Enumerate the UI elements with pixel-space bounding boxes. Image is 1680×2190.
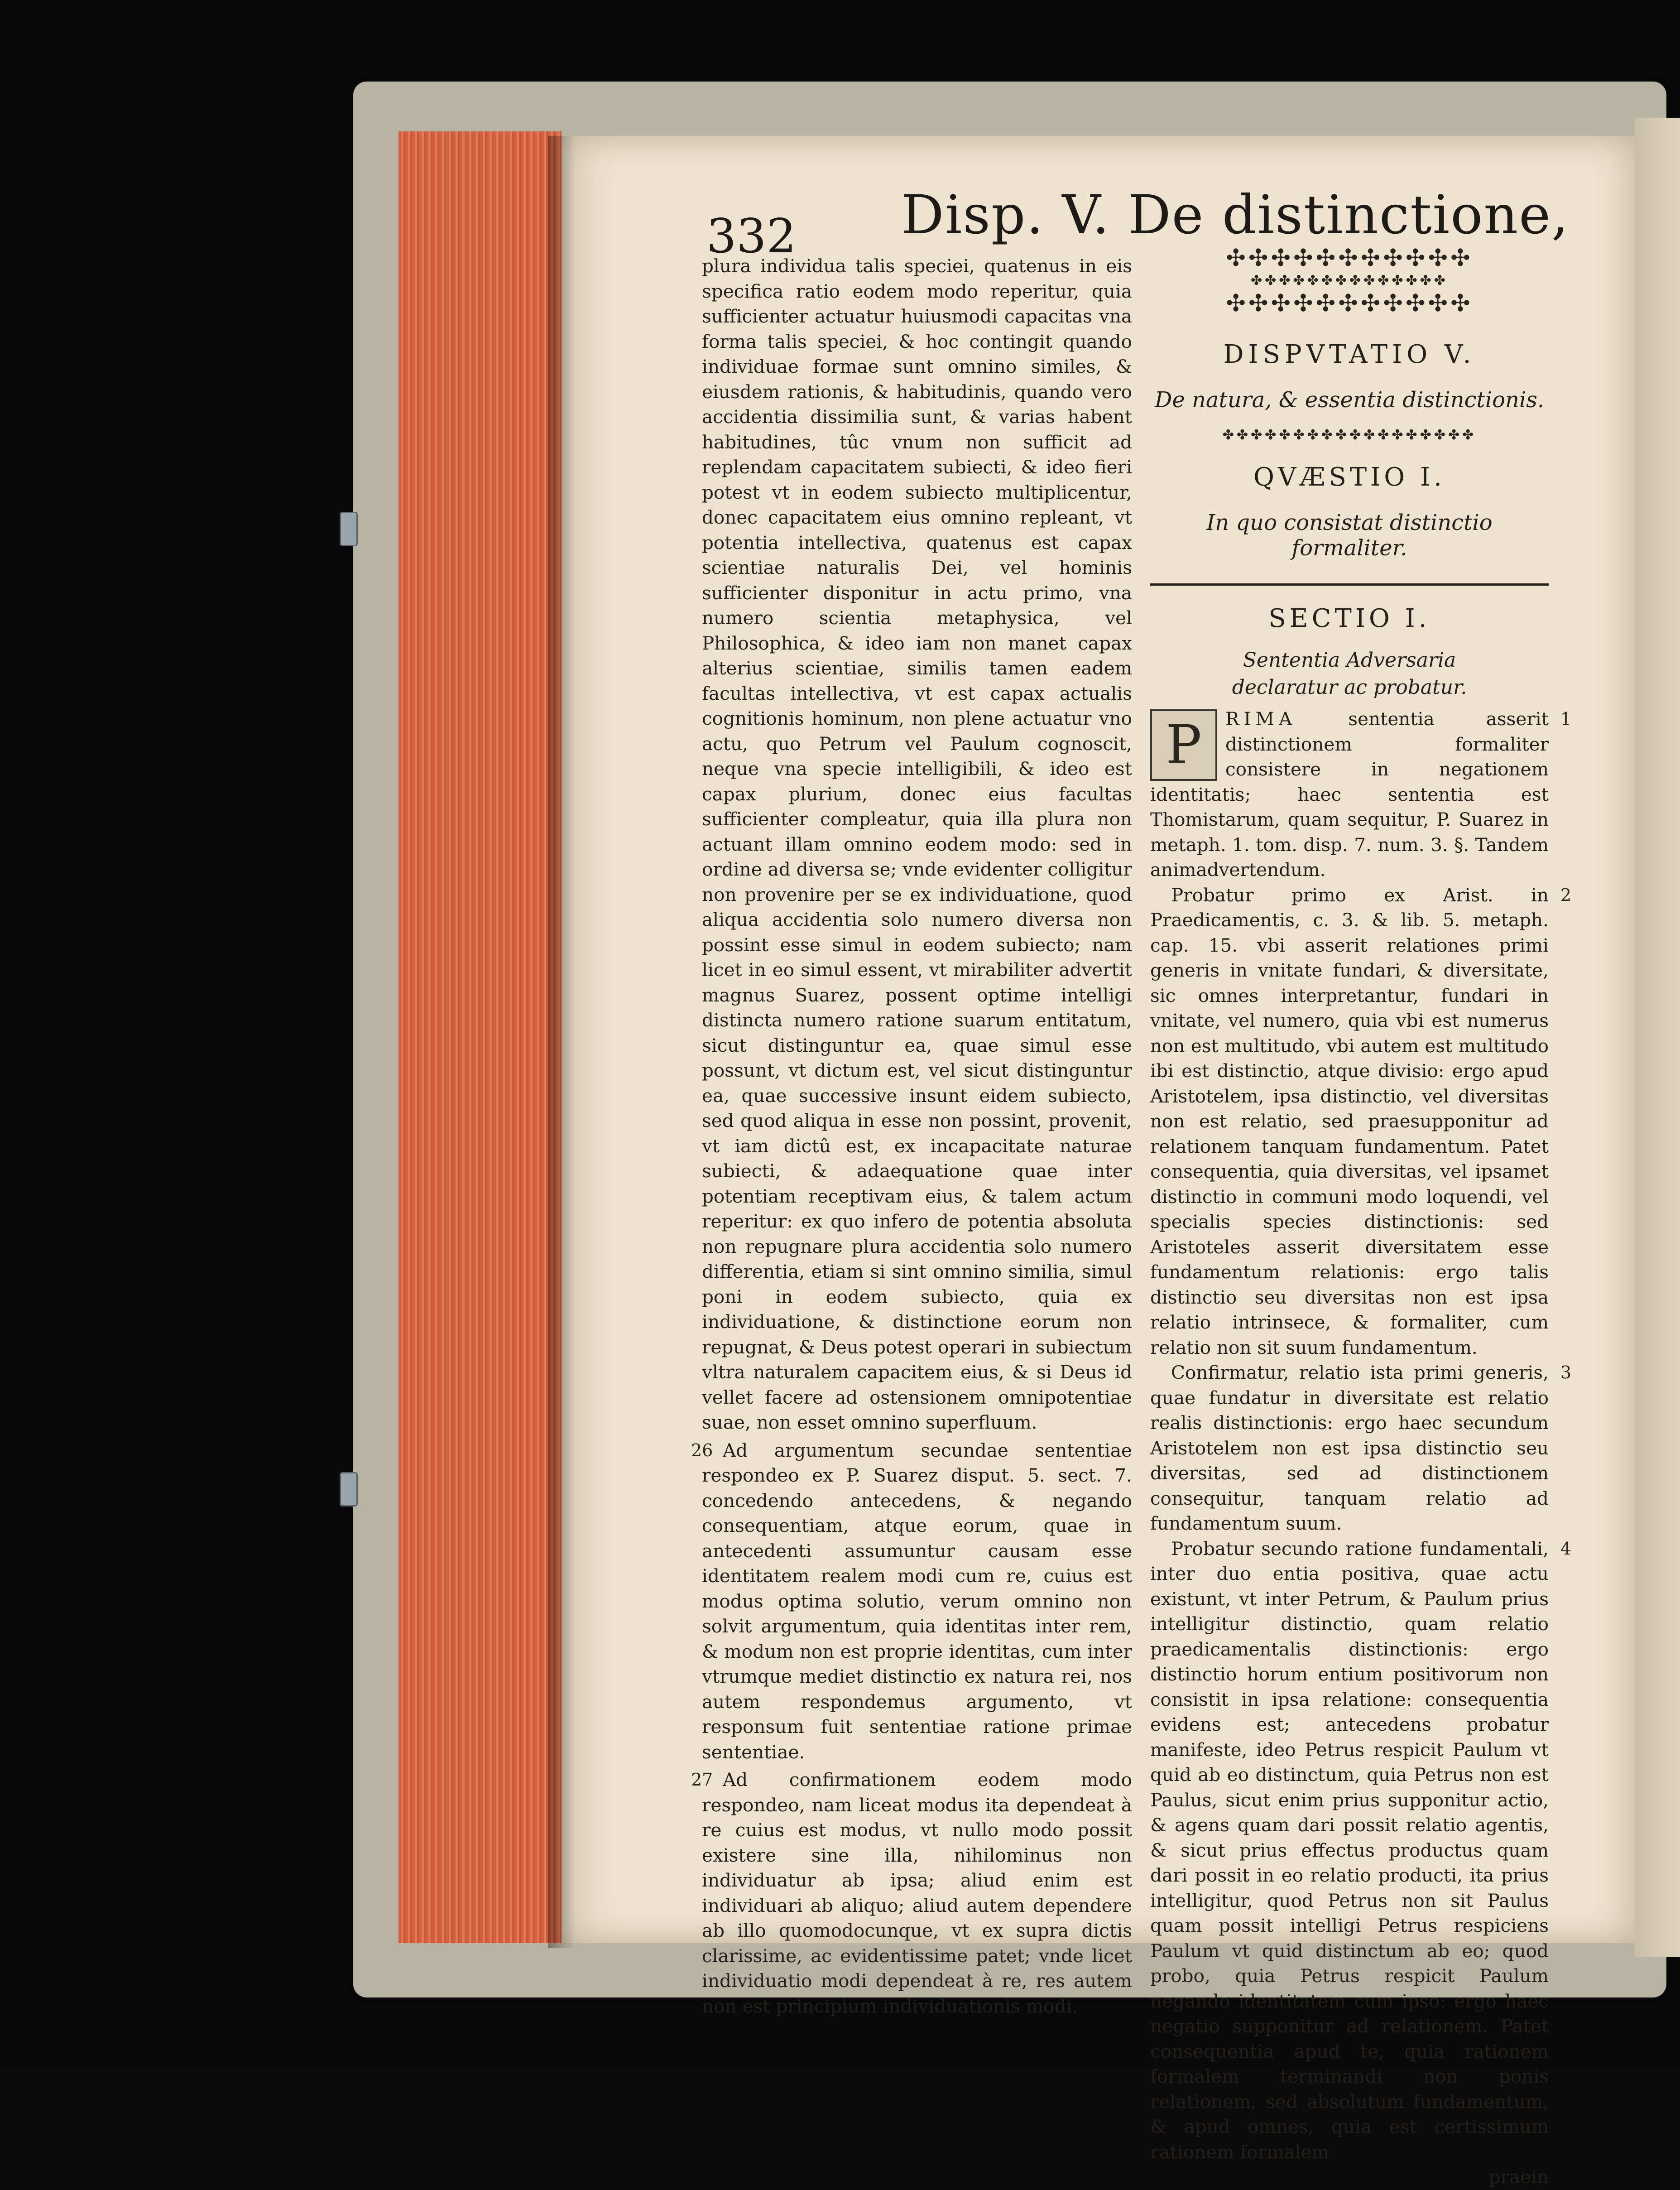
page-block-red-edge [398, 131, 562, 1943]
catchword: praein [1488, 2166, 1549, 2188]
paragraph-continued: plura individua talis speciei, quatenus in eis specifica ratio eodem modo reperitur, quia sufficienter actuatur huiusmodi capacitas vna forma talis speciei, & hoc contingit quando individuae formae sunt omnino similes, & eiusdem rationis, & habitudinis, quando vero accidentia dissimilia sunt, & varias habent habitudines, tûc vnum non sufficit ad replendam capacitatem subiecti, & ideo fieri potest vt in eodem subiecto multiplicentur, donec capacitatem eius omnino repleant, vt potentia intellectiva, quatenus est capax scientiae naturalis Dei, vel hominis sufficienter disponitur in actu primo, vna numero scientia metaphysica, vel Philosophica, & ideo iam non manet capax alterius scientiae, similis tamen eadem facultas intellectiva, vt est capax actualis cognitionis hominum, non plene actuatur vno actu, quo Petrum vel Paulum cognoscit, neque vna specie intelligibili, & ideo est capax plurium, donec eius facultas sufficienter compleatur, quia illa plura non actuant illam omnino eodem modo: sed in ordine ad diversa se; vnde evidenter colligitur non provenire per se ex individuatione, quod aliqua accidentia solo numero diversa non possint esse simul in eodem subiecto; nam licet in eo simul essent, vt mirabiliter advertit magnus Suarez, possent optime intelligi distincta numero ratione suarum entitatum, sicut distinguntur ea, quae simul esse possunt, vt dictum est, vel sicut distinguntur ea, quae successive insunt eidem subiecto, sed quod aliqua in esse non possint, provenit, vt iam dictû est, ex incapacitate naturae subiecti, & adaequatione quae inter potentiam receptivam eius, & talem actum reperitur: ex quo infero de potentia absoluta non repugnare plura accidentia solo numero differentia, etiam si sint omnino similia, simul poni in eodem subiecto, quia ex individuatione, & distinctione eorum non repugnat, & Deus potest operari in subiectum vltra naturalem capacitem eius, & si Deus id vellet facere ad ostensionem omnipotentiae suae, non esset omnino superfluum. [702, 255, 1132, 1433]
paragraph-27 [691, 1767, 1132, 2019]
paragraph-1 [1150, 707, 1571, 883]
disputatio-subtitle: De natura, & essentia distinctionis. [1154, 387, 1545, 413]
paragraph-3-text: Confirmatur, relatio ista primi generis, quae fundatur in diversitate est relatio realis distinctionis: ergo haec secundum Aristotelem non est ipsa distinctio seu diversitas, sed ad distinctionem consequitur, tanquam relatio ad fundamentum suum. [1150, 1362, 1549, 1534]
margin-number-2: 2 [1560, 885, 1571, 905]
quaestio-heading: QVÆSTIO I. [1253, 462, 1445, 492]
dropcap-initial: P [1150, 709, 1217, 781]
paragraph-1-lead: RIMA [1225, 708, 1297, 730]
right-column-heading [1150, 245, 1549, 701]
paragraph-1-text: sententia asserit distinctionem formaliter consistere in negationem identitatis; haec sententia est Thomistarum, quam sequitur, P. Suarez in metaph. 1. tom. disp. 7. num. 3. §. Tandem animadvertendum. [1150, 708, 1549, 881]
ornament-band-top: ✣✣✣✣✣✣✣✣✣✣✣ [1226, 245, 1473, 272]
paragraph-27-text: Ad confirmationem eodem modo respondeo, nam liceat modus ita dependeat à re cuius est modus, vt nullo modo possit existere sine illa, nihilominus non individuatur ab ipsa; aliud enim est individuari ab aliquo; aliud autem dependere ab illo quomodocunque, vt ex supra dictis clarissime, ac evidentissime patet; vnde licet individuatio modi dependeat à re, res autem non est principium individuationis modi. [702, 1769, 1132, 2017]
paragraph-3 [1150, 1360, 1571, 1536]
margin-number-4: 4 [1560, 1538, 1571, 1559]
paragraph-4-text: Probatur secundo ratione fundamentali, inter duo entia positiva, quae actu existunt, vt inter Petrum, & Paulum prius intelligitur distinctio, quam relatio praedicamentalis distinctionis: ergo distinctio horum entium positivorum non consistit in ipsa relatione: consequentia evidens est; antecedens probatur manifeste, ideo Petrus respicit Paulum vt quid ab eo distinctum, quia Petrus non est Paulus, sicut enim prius supponitur actio, & agens quam dari possit relatio agentis, & sicut prius effectus productus quam dari possit in eo relatio producti, ita prius intelligitur, quod Petrus non sit Paulus quam possit intelligi Petrus respiciens Paulum vt quid distinctum ab eo; quod probo, quia Petrus respicit Paulum negando identitatem cum ipso: ergo haec negatio supponitur ad relationem. Patet consequentia apud te, quia rationem formalem terminandi non ponis relationem, sed absolutum fundamentum, & apud omnes, quia est certissimum rationem formalem [1150, 1537, 1549, 2163]
paragraph-2-text: Probatur primo ex Arist. in Praedicamentis, c. 3. & lib. 5. metaph. cap. 15. vbi asserit relationes primi generis in vnitate fundari, & diversitate, sic omnes interpretantur, fundari in vnitate, vel numero, quia vbi est numerus non est multitudo, vbi autem est multitudo ibi est distinctio, atque divisio: ergo apud Aristotelem, ipsa distinctio, vel diversitas non est relatio, sed praesupponitur ad relationem tanquam fundamentum. Patet consequentia, quia diversitas, vel ipsamet distinctio in communi modo loquendi, vel specialis species distinctionis: sed Aristoteles asserit diversitatem esse fundamentum relationis: ergo talis distinctio seu diversitas non est ipsa relatio intrinsece, & formaliter, cum relatio non sit suum fundamentum. [1150, 884, 1549, 1358]
clasp-icon [340, 512, 358, 546]
margin-number-26: 26 [691, 1440, 713, 1460]
right-column-body [1150, 707, 1571, 2190]
quaestio-subtitle: In quo consistat distinctio formaliter. [1206, 510, 1493, 561]
left-column [691, 254, 1132, 2019]
margin-number-27: 27 [691, 1770, 713, 1790]
sectio-heading: SECTIO I. [1268, 604, 1430, 633]
gutter-shadow [548, 136, 575, 1948]
ornament-band-bottom: ✣✣✣✣✣✣✣✣✣✣✣ [1226, 290, 1473, 317]
ornament-band-middle: ✤✤✤✤✤✤✤✤✤✤✤✤✤✤ [1251, 273, 1448, 289]
clasp-icon [340, 1472, 358, 1507]
margin-number-1: 1 [1560, 709, 1571, 729]
running-title: Disp. V. De distinctione, [901, 183, 1570, 246]
page-number: 332 [706, 208, 797, 264]
margin-number-3: 3 [1560, 1362, 1571, 1382]
paragraph-4 [1150, 1536, 1571, 2165]
paragraph-2 [1150, 883, 1571, 1361]
disputatio-heading: DISPVTATIO V. [1223, 340, 1476, 369]
facing-page-edge [1635, 118, 1680, 1957]
horizontal-rule [1150, 583, 1549, 586]
sententia-heading: Sententia Adversaria declaratur ac probatur. [1232, 649, 1467, 699]
ornament-divider: ✤✤✤✤✤✤✤✤✤✤✤✤✤✤✤✤✤✤ [1222, 427, 1477, 443]
paragraph-26-text: Ad argumentum secundae sententiae respondeo ex P. Suarez disput. 5. sect. 7. concedendo antecedens, & negando consequentiam, atque eorum, quae in antecedenti assumuntur causam esse identitatem realem modi cum re, cuius est modus optima solutio, verum omnino non solvit argumentum, quia identitas inter rem, & modum non est proprie identitas, cum inter vtrumque mediet distinctio ex natura rei, nos autem respondemus argumento, vt responsum fuit sententiae ratione primae sententiae. [702, 1439, 1132, 1763]
paragraph-26 [691, 1438, 1132, 1765]
